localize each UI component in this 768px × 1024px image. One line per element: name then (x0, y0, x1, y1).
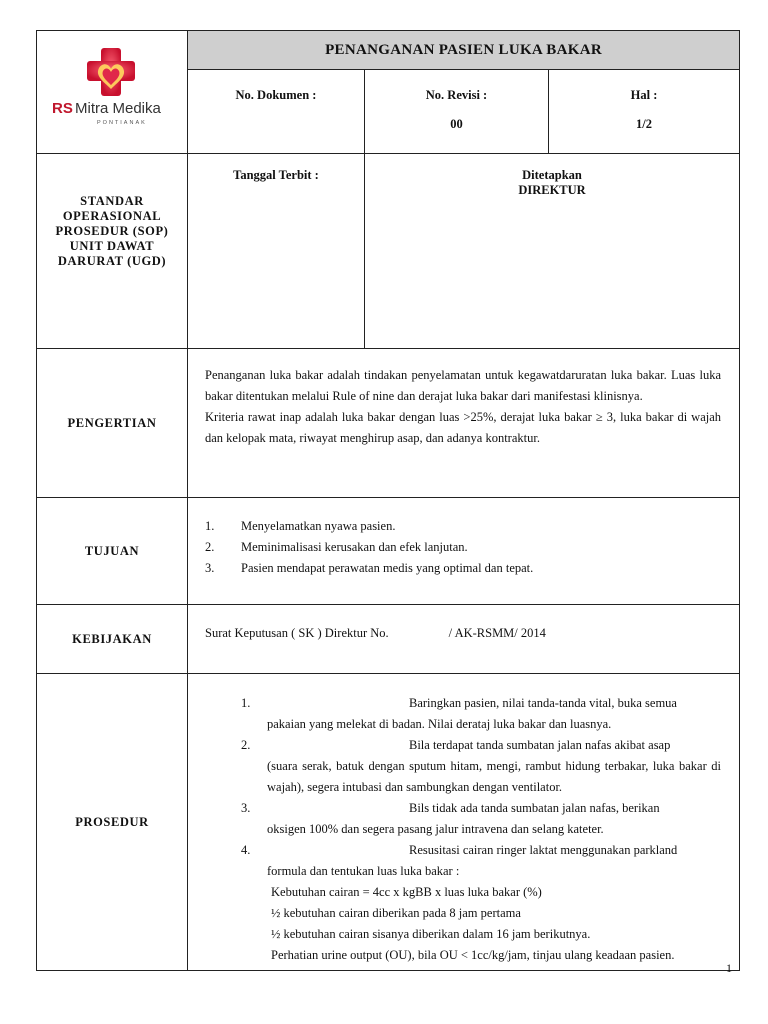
prosedur-content (188, 674, 740, 971)
kebijakan-sk-text: Surat Keputusan ( SK ) Direktur No. (205, 626, 389, 640)
ditetapkan-label: Ditetapkan (522, 168, 582, 182)
list-item: 1. Baringkan pasien, nilai tanda-tanda vital, buka semua pakaian yang melekat di badan. Nilai derataj luka bakar dan luasnya. (241, 696, 677, 731)
document-title: PENANGANAN PASIEN LUKA BAKAR (188, 31, 740, 70)
list-item: 1. Menyelamatkan nyawa pasien. (205, 519, 396, 533)
direktur-label: DIREKTUR (518, 183, 586, 197)
sop-label-line: DARURAT (UGD) (57, 254, 167, 268)
list-item: 4. Resusitasi cairan ringer laktat menggunakan parkland formula dan tentukan luas luka bakar : Kebutuhan cairan = 4cc x kgBB x luas luka bakar (%) ½ kebutuhan cairan diberikan pada 8 jam pertama ½ kebutuhan cairan sisanya diberikan dalam 16 jam berikutnya. Perhatian urine output (OU), bila OU < 1cc/kg/jam, tinjau ulang keadaan pasien. (205, 840, 721, 966)
logo-rs-text: RS (52, 100, 73, 117)
logo-cell (37, 31, 188, 154)
ditetapkan-cell (365, 154, 740, 349)
list-item: 2. Bila terdapat tanda sumbatan jalan nafas akibat asap (suara serak, batuk dengan sputum hitam, mengi, rambut hidung terbakar, luka bakar di wajah), segera intubasi dan sambungkan dengan ventilator. (241, 738, 722, 794)
kebijakan-content (188, 605, 740, 674)
no-revisi-cell (365, 70, 549, 154)
no-revisi-label: No. Revisi : (425, 88, 488, 103)
tanggal-terbit-cell (188, 154, 365, 349)
list-item: 3. Pasien mendapat perawatan medis yang optimal dan tepat. (205, 561, 534, 575)
hal-cell (549, 70, 740, 154)
sop-label-line: UNIT DAWAT (69, 239, 155, 253)
list-item: 3. Bils tidak ada tanda sumbatan jalan nafas, berikan oksigen 100% dan segera pasang jalur intravena dan selang kateter. (241, 801, 660, 836)
kebijakan-sk-number: / AK-RSMM/ 2014 (448, 626, 546, 640)
hospital-logo (37, 31, 187, 151)
cross-heart-icon (87, 48, 135, 96)
no-dokumen-label: No. Dokumen : (235, 88, 317, 103)
formula-line: ½ kebutuhan cairan diberikan pada 8 jam pertama (271, 906, 521, 920)
tujuan-label: TUJUAN (37, 498, 188, 605)
hal-label: Hal : (630, 88, 658, 103)
formula-line: Perhatian urine output (OU), bila OU < 1cc/kg/jam, tinjau ulang keadaan pasien. (271, 948, 675, 962)
logo-sub-text: PONTIANAK (97, 120, 147, 126)
prosedur-label: PROSEDUR (37, 674, 188, 971)
tujuan-content (188, 498, 740, 605)
sop-label-line: STANDAR (80, 194, 144, 208)
logo-name-text: Mitra Medika (75, 100, 161, 117)
sop-label-line: PROSEDUR (SOP) (55, 224, 169, 238)
formula-line: ½ kebutuhan cairan sisanya diberikan dalam 16 jam berikutnya. (271, 927, 591, 941)
pengertian-text: Penanganan luka bakar adalah tindakan penyelamatan untuk kegawatdaruratan luka bakar. Luas luka bakar ditentukan melalui Rule of nine dan derajat luka bakar dari manifestasi klinisnya. (205, 368, 722, 403)
sop-document (36, 30, 739, 971)
sop-label (37, 154, 188, 349)
sop-table (36, 30, 740, 971)
pengertian-content (188, 349, 740, 498)
tanggal-terbit-label: Tanggal Terbit : (233, 168, 319, 182)
no-revisi-value: 00 (450, 117, 463, 132)
hal-value: 1/2 (636, 117, 652, 132)
pengertian-label: PENGERTIAN (37, 349, 188, 498)
kebijakan-label: KEBIJAKAN (37, 605, 188, 674)
tujuan-list (205, 516, 721, 579)
list-item: 2. Meminimalisasi kerusakan dan efek lanjutan. (205, 540, 468, 554)
formula-line: Kebutuhan cairan = 4cc x kgBB x luas luka bakar (%) (271, 885, 542, 899)
prosedur-list (205, 693, 721, 966)
sop-label-line: OPERASIONAL (62, 209, 162, 223)
pengertian-criteria: Kriteria rawat inap adalah luka bakar dengan luas >25%, derajat luka bakar ≥ 3, luka bakar di wajah dan kelopak mata, riwayat menghirup asap, dan adanya kontraktur. (205, 410, 722, 445)
page-number: 1 (726, 961, 732, 975)
no-dokumen-cell (188, 70, 365, 154)
